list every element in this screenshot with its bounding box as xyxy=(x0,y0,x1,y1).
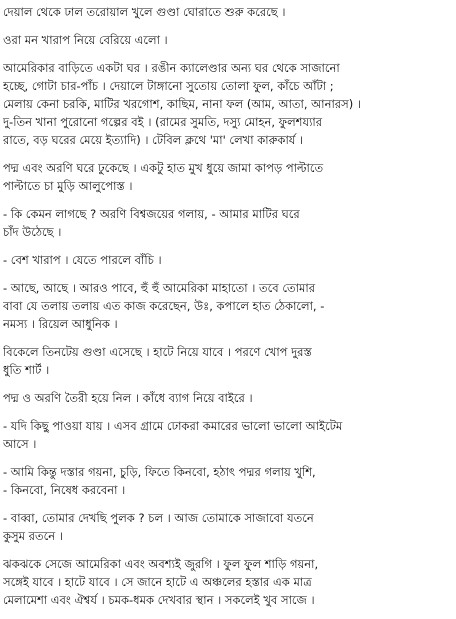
paragraph xyxy=(3,417,453,453)
text-line: দেয়াল থেকে ঢাল তরোয়াল খুলে গুণ্ডা ঘোরাতে শুরু করেছে । xyxy=(3,5,286,19)
paragraph xyxy=(3,205,453,241)
paragraph xyxy=(3,509,453,545)
text-line: পদ্ম ও অরণি তৈরী হয়ে নিল । কাঁধে ব্যাগ নিয়ে বাইরে । xyxy=(3,391,253,405)
text-line: পাল্টাতে চা মুড়ি আলুপোস্ত । xyxy=(3,179,133,193)
text-line: - কি কেমন লাগছে ? অরণি বিশ্বজয়ের গলায়, - আমার মাটির ঘরে xyxy=(3,207,300,221)
text-line: - বেশ খারাপ । যেতে পারলে বাঁচি । xyxy=(3,253,162,267)
text-line: আমেরিকার বাড়িতে একটা ঘর । রঙীন ক্যালেণ্ডার অন্য ঘর থেকে সাজানো xyxy=(3,61,340,75)
text-line: পদ্ম এবং অরণি ঘরে ঢুকেছে । একটু হাত মুখ ধুয়ে জামা কাপড় পাল্টাতে xyxy=(3,161,324,175)
text-line: কুসুম রতনে । xyxy=(3,529,63,543)
text-line: সঙ্গেই যাবে । হাটে যাবে । সে জানে হাটে এ অঞ্চলের হস্তার এক মাত্র xyxy=(3,575,312,589)
paragraph xyxy=(3,59,453,149)
text-line: - কিনবো, নিষেধ করবেনা । xyxy=(3,483,126,497)
text-line: - যদি কিছু পাওয়া যায় । এসব গ্রামে ঢোকরা কমারের ভালো ভালো আইটেম xyxy=(3,419,343,433)
paragraph xyxy=(3,251,453,269)
text-line: - আছে, আছে । আরও পাবে, হুঁ হুঁ আমেরিকা মাহাতো । তবে তোমার xyxy=(3,281,316,295)
text-line: চাঁদ উঠেছে । xyxy=(3,225,62,239)
text-line: ওরা মন খারাপ নিয়ে বেরিয়ে এলো । xyxy=(3,33,168,47)
paragraph xyxy=(3,463,453,499)
text-line: মেলামেশা এবং ঐশ্বর্য । চমক-ধমক দেখবার স্থান । সকলেই খুব সাজে । xyxy=(3,593,315,607)
paragraph xyxy=(3,3,453,21)
text-line: বিকেলে তিনটেয় গুণ্ডা এসেছে । হাটে নিয়ে যাবে । পরণে খোপ দুরস্ত xyxy=(3,345,312,359)
text-line: ধুতি শার্ট । xyxy=(3,363,50,377)
text-line: আসে । xyxy=(3,437,37,451)
document-page xyxy=(3,3,453,619)
text-line: - বাব্বা, তোমার দেখছি পুলক ? চল । আজ তোমাকে সাজাবো যতনে xyxy=(3,511,314,525)
text-line: মেলায় কেনা চরকি, মাটির খরগোশ, কাছিম, নানা ফল (আম, আতা, আনারস) । xyxy=(3,97,361,111)
paragraph xyxy=(3,343,453,379)
paragraph xyxy=(3,31,453,49)
text-line: নমস্য । রিয়েল আধুনিক । xyxy=(3,317,118,331)
paragraph xyxy=(3,279,453,333)
text-line: - আমি কিন্তু দস্তার গয়না, চুড়ি, ফিতে কিনবো, হঠাৎ পদ্মর গলায় খুশি, xyxy=(3,465,316,479)
paragraph xyxy=(3,159,453,195)
text-line: দু-তিন খানা পুরোনো গল্পের বই । (রামের সুমতি, দস্যু মোহন, ফুলশয্যার xyxy=(3,115,323,129)
paragraph xyxy=(3,555,453,609)
paragraph xyxy=(3,389,453,407)
text-line: রাতে, বড় ঘরের মেয়ে ইত্যাদি) । টেবিল ক্লথে 'মা' লেখা কারুকার্য । xyxy=(3,133,304,147)
text-line: বাবা যে তলায় তলায় এত কাজ করেছেন, উঃ, কপালে হাত ঠেকালো, - xyxy=(3,299,325,313)
text-line: ঝকঝকে সেজে আমেরিকা এবং অবশ্যই জুরগি । ফুল ফুল শাড়ি গয়না, xyxy=(3,557,319,571)
text-line: হচ্ছে, গোটা চার-পাঁচ । দেয়ালে টাঙ্গানো সুতোয় তোলা ফুল, কাঁচে আঁটা ; xyxy=(3,79,334,93)
